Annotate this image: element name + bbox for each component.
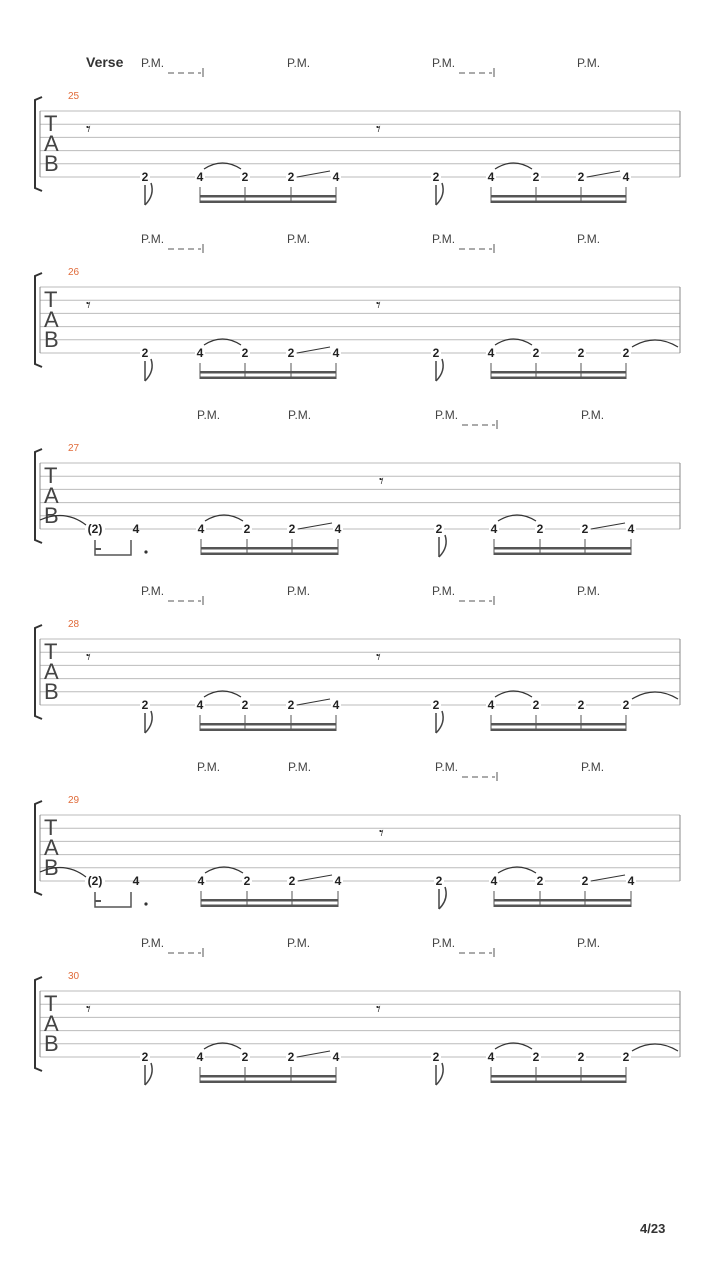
beam-secondary	[491, 371, 626, 374]
beam-secondary	[491, 723, 626, 726]
palm-mute-label: P.M.	[432, 232, 456, 246]
fret-number: 2	[532, 170, 540, 184]
fret-number: 4	[132, 522, 140, 536]
palm-mute-label: P.M.	[432, 584, 456, 598]
fret-number: 2	[532, 698, 540, 712]
slide-line	[297, 347, 330, 353]
fret-number: 2	[243, 522, 251, 536]
fret-number: 2	[141, 346, 149, 360]
fret-number: 2	[435, 874, 443, 888]
fret-number: 4	[332, 170, 340, 184]
tie-arc	[632, 340, 678, 347]
note-flag	[145, 183, 152, 205]
beam-primary	[491, 729, 626, 732]
fret-number: 2	[241, 698, 249, 712]
palm-mute-label: P.M.	[435, 760, 459, 774]
page-number: 4/23	[640, 1221, 666, 1236]
beam-secondary	[494, 899, 631, 902]
measure-number: 25	[68, 91, 80, 102]
intro-beam	[95, 892, 131, 907]
section-label: Verse	[86, 54, 124, 70]
note-flag	[436, 1063, 443, 1085]
palm-mute-label: P.M.	[577, 584, 601, 598]
measure-number: 29	[68, 795, 80, 806]
fret-number: 2	[532, 346, 540, 360]
tie-arc	[632, 1044, 678, 1051]
beam-secondary	[200, 371, 336, 374]
palm-mute-label: P.M.	[432, 56, 456, 70]
tab-clef-letter: A	[44, 1011, 59, 1036]
beam-secondary	[200, 1075, 336, 1078]
beam-primary	[201, 553, 338, 556]
beam-secondary	[200, 195, 336, 198]
tab-clef-letter: T	[44, 815, 58, 840]
eighth-rest: 𝄾	[86, 119, 91, 139]
fret-number: 2	[141, 698, 149, 712]
note-flag	[439, 887, 446, 909]
fret-number: 2	[577, 346, 585, 360]
intro-beam	[95, 540, 131, 555]
fret-number: 2	[622, 346, 630, 360]
beam-secondary	[201, 547, 338, 550]
beam-secondary	[201, 899, 338, 902]
tab-clef-letter: B	[44, 855, 59, 880]
tied-fret-number: (2)	[87, 522, 103, 536]
fret-number: 4	[196, 346, 204, 360]
fret-number: 2	[287, 170, 295, 184]
fret-number: 2	[141, 170, 149, 184]
note-flag	[436, 359, 443, 381]
eighth-rest: 𝄾	[376, 999, 381, 1019]
tab-clef-letter: A	[44, 835, 59, 860]
palm-mute-label: P.M.	[287, 56, 311, 70]
fret-number: 4	[627, 874, 635, 888]
beam-primary	[200, 201, 336, 204]
fret-number: 2	[141, 1050, 149, 1064]
fret-number: 2	[287, 346, 295, 360]
tab-clef-letter: B	[44, 151, 59, 176]
fret-number: 4	[334, 874, 342, 888]
fret-number: 2	[241, 170, 249, 184]
fret-number: 2	[532, 1050, 540, 1064]
beam-primary	[494, 905, 631, 908]
palm-mute-label: P.M.	[141, 936, 165, 950]
fret-number: 2	[287, 1050, 295, 1064]
slide-line	[297, 1051, 330, 1057]
tab-clef-letter: T	[44, 639, 58, 664]
fret-number: 4	[197, 522, 205, 536]
fret-number: 2	[432, 698, 440, 712]
tab-clef-letter: T	[44, 111, 58, 136]
fret-number: 2	[577, 1050, 585, 1064]
fret-number: 2	[241, 1050, 249, 1064]
palm-mute-label: P.M.	[197, 408, 221, 422]
fret-number: 2	[435, 522, 443, 536]
slide-line	[298, 875, 332, 881]
fret-number: 4	[490, 874, 498, 888]
tab-clef-letter: T	[44, 991, 58, 1016]
beam-secondary	[491, 1075, 626, 1078]
fret-number: 4	[197, 874, 205, 888]
note-flag	[145, 1063, 152, 1085]
slide-line	[587, 171, 620, 177]
palm-mute-label: P.M.	[577, 56, 601, 70]
tab-clef-letter: A	[44, 659, 59, 684]
note-flag	[439, 535, 446, 557]
eighth-rest: 𝄾	[86, 647, 91, 667]
fret-number: 4	[196, 1050, 204, 1064]
beam-primary	[494, 553, 631, 556]
palm-mute-label: P.M.	[581, 760, 605, 774]
fret-number: 2	[432, 170, 440, 184]
fret-number: 4	[332, 346, 340, 360]
fret-number: 4	[332, 1050, 340, 1064]
fret-number: 4	[332, 698, 340, 712]
fret-number: 2	[622, 698, 630, 712]
palm-mute-label: P.M.	[197, 760, 221, 774]
palm-mute-label: P.M.	[141, 56, 165, 70]
fret-number: 2	[288, 874, 296, 888]
beam-secondary	[200, 723, 336, 726]
fret-number: 2	[577, 170, 585, 184]
fret-number: 2	[536, 522, 544, 536]
measure-number: 27	[68, 443, 80, 454]
tab-clef-letter: B	[44, 503, 59, 528]
fret-number: 4	[490, 522, 498, 536]
fret-number: 4	[132, 874, 140, 888]
slide-line	[591, 875, 625, 881]
fret-number: 2	[241, 346, 249, 360]
fret-number: 4	[487, 346, 495, 360]
tab-clef-letter: B	[44, 1031, 59, 1056]
eighth-rest: 𝄾	[376, 295, 381, 315]
note-flag	[145, 359, 152, 381]
slide-line	[297, 699, 330, 705]
augmentation-dot	[144, 550, 147, 553]
eighth-rest: 𝄾	[376, 647, 381, 667]
fret-number: 2	[581, 874, 589, 888]
fret-number: 2	[577, 698, 585, 712]
fret-number: 4	[196, 170, 204, 184]
palm-mute-label: P.M.	[577, 232, 601, 246]
tab-clef-letter: A	[44, 483, 59, 508]
beam-secondary	[491, 195, 626, 198]
eighth-rest: 𝄾	[86, 295, 91, 315]
note-flag	[145, 711, 152, 733]
fret-number: 2	[432, 346, 440, 360]
beam-primary	[491, 377, 626, 380]
fret-number: 2	[287, 698, 295, 712]
palm-mute-label: P.M.	[287, 936, 311, 950]
palm-mute-label: P.M.	[141, 584, 165, 598]
beam-primary	[201, 905, 338, 908]
palm-mute-label: P.M.	[288, 408, 312, 422]
tab-clef-letter: T	[44, 287, 58, 312]
beam-primary	[200, 729, 336, 732]
fret-number: 4	[487, 170, 495, 184]
palm-mute-label: P.M.	[288, 760, 312, 774]
fret-number: 4	[487, 698, 495, 712]
fret-number: 4	[196, 698, 204, 712]
augmentation-dot	[144, 902, 147, 905]
palm-mute-label: P.M.	[577, 936, 601, 950]
beam-primary	[200, 377, 336, 380]
fret-number: 2	[622, 1050, 630, 1064]
beam-secondary	[494, 547, 631, 550]
palm-mute-label: P.M.	[287, 584, 311, 598]
fret-number: 2	[432, 1050, 440, 1064]
note-flag	[436, 711, 443, 733]
fret-number: 4	[334, 522, 342, 536]
tab-clef-letter: B	[44, 327, 59, 352]
slide-line	[298, 523, 332, 529]
slide-line	[591, 523, 625, 529]
palm-mute-label: P.M.	[432, 936, 456, 950]
tab-clef-letter: B	[44, 679, 59, 704]
eighth-rest: 𝄾	[379, 471, 384, 491]
palm-mute-label: P.M.	[581, 408, 605, 422]
note-flag	[436, 183, 443, 205]
beam-primary	[491, 1081, 626, 1084]
fret-number: 2	[243, 874, 251, 888]
tied-fret-number: (2)	[87, 874, 103, 888]
fret-number: 4	[627, 522, 635, 536]
palm-mute-label: P.M.	[435, 408, 459, 422]
measure-number: 28	[68, 619, 80, 630]
fret-number: 4	[487, 1050, 495, 1064]
eighth-rest: 𝄾	[86, 999, 91, 1019]
fret-number: 2	[536, 874, 544, 888]
palm-mute-label: P.M.	[287, 232, 311, 246]
beam-primary	[491, 201, 626, 204]
eighth-rest: 𝄾	[379, 823, 384, 843]
measure-number: 30	[68, 971, 80, 982]
slide-line	[297, 171, 330, 177]
eighth-rest: 𝄾	[376, 119, 381, 139]
fret-number: 4	[622, 170, 630, 184]
beam-primary	[200, 1081, 336, 1084]
fret-number: 2	[288, 522, 296, 536]
measure-number: 26	[68, 267, 80, 278]
tab-clef-letter: T	[44, 463, 58, 488]
palm-mute-label: P.M.	[141, 232, 165, 246]
tab-clef-letter: A	[44, 307, 59, 332]
tie-arc	[632, 692, 678, 699]
tab-clef-letter: A	[44, 131, 59, 156]
fret-number: 2	[581, 522, 589, 536]
